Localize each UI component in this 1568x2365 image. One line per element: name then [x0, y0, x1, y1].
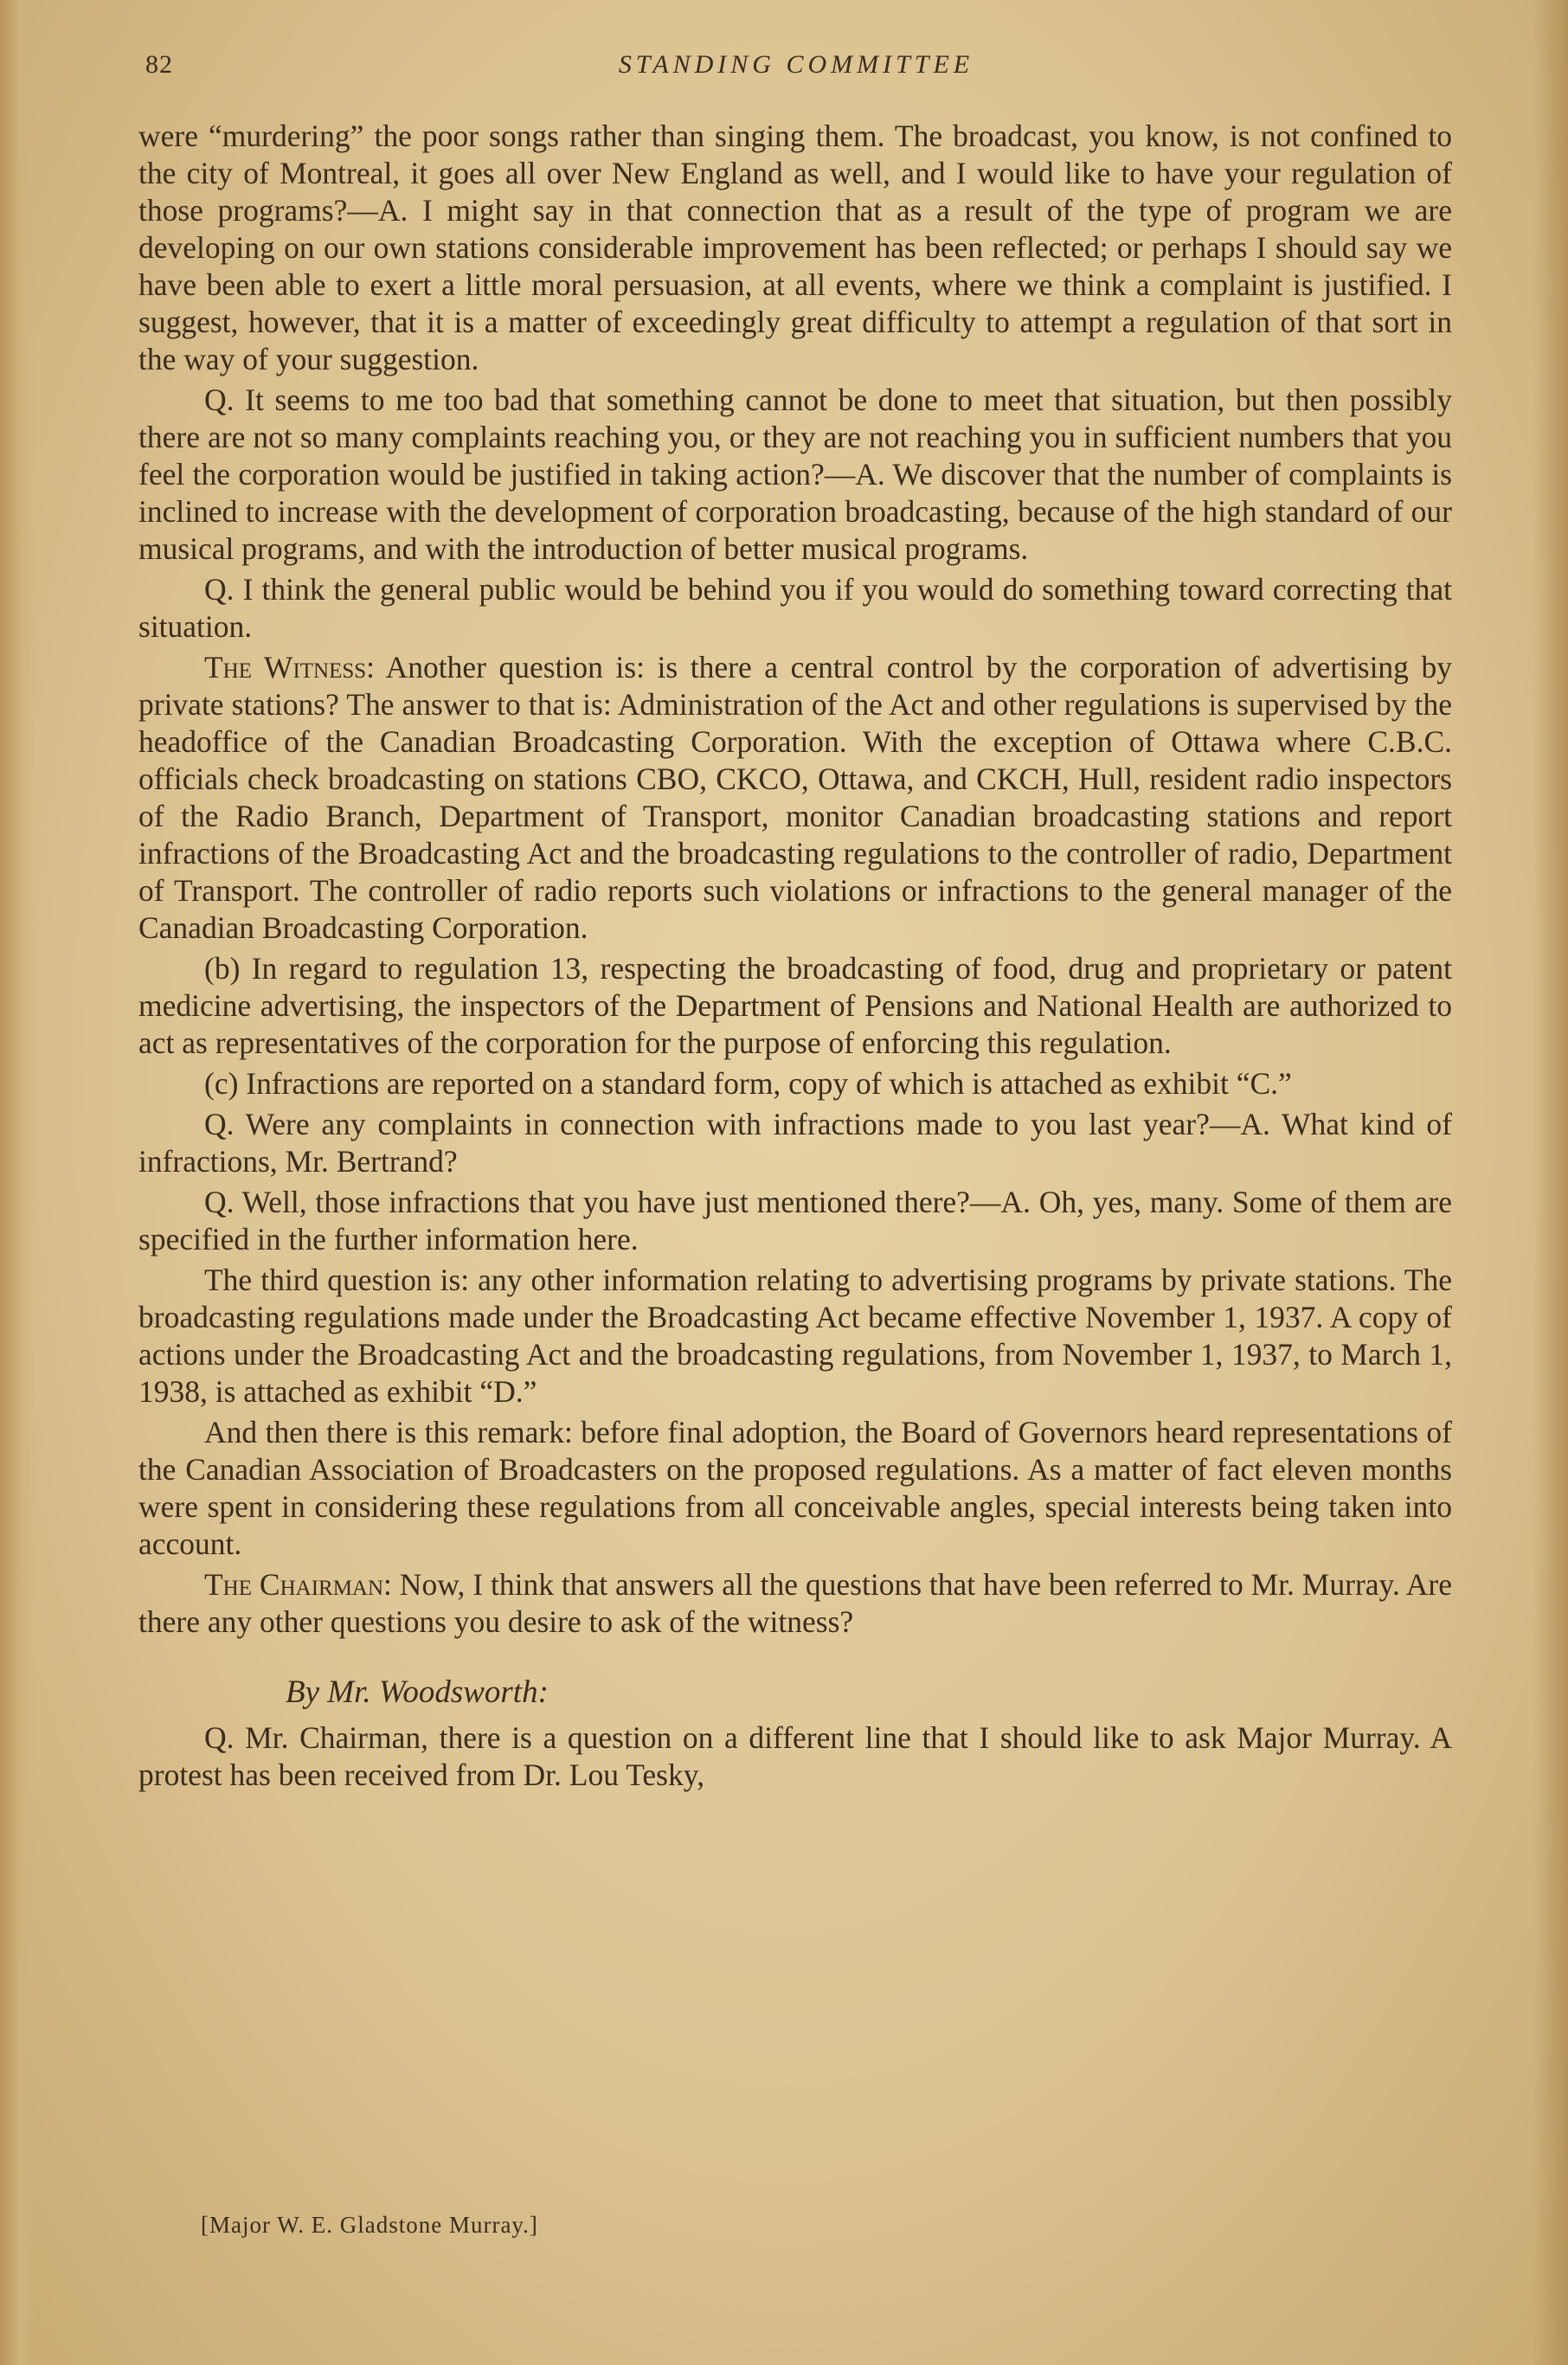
speaker-name: The Chairman	[204, 1567, 384, 1602]
paragraph-final: Q. Mr. Chairman, there is a question on a different line that I should like to ask Major Murray. A protest has been received from Dr. Lou Tesky,	[138, 1720, 1452, 1792]
paragraph-continued: were “murdering” the poor songs rather than singing them. The broadcast, you know, is not confined to the city of Montreal, it goes all over New England as well, and I would like to have your regulation of those programs?—A. I might say in that connection that as a result of the type of program we are developing on our own stations considerable improvement has been reflected; or perhaps I should say we have been able to exert a little moral persuasion, at all events, where we think a complaint is justified. I suggest, however, that it is a matter of exceedingly great difficulty to attempt a regulation of that sort in the way of your suggestion.	[138, 119, 1452, 376]
paragraph-chairman	[138, 1566, 1452, 1641]
speaker-text: : Now, I think that answers all the questions that have been referred to Mr. Murray. Are there any other questions you desire to ask of the witness?	[138, 1567, 1452, 1639]
speaker-name: The Witness	[204, 650, 367, 684]
page-body	[138, 118, 1452, 1797]
paragraph-witness	[138, 649, 1452, 947]
page-number: 82	[145, 50, 173, 79]
speaker-text: : Another question is: is there a central control by the corporation of advertising by private stations? The answer to that is: Administration of the Act and other regulations is supervised by the headoffice of the Canadian Broadcasting Corporation. With the exception of Ottawa where C.B.C. officials check broadcasting on stations CBO, CKCO, Ottawa, and CKCH, Hull, resident radio inspectors of the Radio Branch, Department of Transport, monitor Canadian broadcasting stations and report infractions of the Broadcasting Act and the broadcasting regulations to the controller of radio, Department of Transport. The controller of radio reports such violations or infractions to the general manager of the Canadian Broadcasting Corporation.	[138, 650, 1452, 945]
paragraph-remark: And then there is this remark: before final adoption, the Board of Governors heard representations of the Canadian Association of Broadcasters on the proposed regulations. As a matter of fact eleven months were spent in considering these regulations from all conceivable angles, special interests being taken into account.	[138, 1415, 1452, 1561]
paragraph-item-c: (c) Infractions are reported on a standard form, copy of which is attached as exhibit “C.”	[204, 1066, 1292, 1101]
byline: By Mr. Woodsworth:	[286, 1674, 549, 1710]
page-footer: [Major W. E. Gladstone Murray.]	[201, 2212, 538, 2238]
paragraph-item-b: (b) In regard to regulation 13, respecting the broadcasting of food, drug and proprietary or patent medicine advertising, the inspectors of the Department of Pensions and National Health are authorized to act as representatives of the corporation for the purpose of enforcing this regulation.	[138, 951, 1452, 1060]
paragraph-question: Q. I think the general public would be behind you if you would do something toward correcting that situation.	[138, 572, 1452, 644]
paragraph-third-question: The third question is: any other information relating to advertising programs by private stations. The broadcasting regulations made under the Broadcasting Act became effective November 1, 1937. A copy of actions under the Broadcasting Act and the broadcasting regulations, from November 1, 1937, to March 1, 1938, is attached as exhibit “D.”	[138, 1263, 1452, 1409]
paragraph-question: Q. Well, those infractions that you have just mentioned there?—A. Oh, yes, many. Some of them are specified in the further information here.	[138, 1185, 1452, 1256]
paragraph-question: Q. Were any complaints in connection with infractions made to you last year?—A. What kind of infractions, Mr. Bertrand?	[138, 1107, 1452, 1179]
paragraph-question: Q. It seems to me too bad that something cannot be done to meet that situation, but then possibly there are not so many complaints reaching you, or they are not reaching you in sufficient numbers that you feel the corporation would be justified in taking action?—A. We discover that the number of complaints is inclined to increase with the development of corporation broadcasting, because of the high standard of our musical programs, and with the introduction of better musical programs.	[138, 382, 1452, 566]
page-spine-shadow	[0, 0, 35, 2365]
page-header	[138, 45, 1454, 97]
running-head: STANDING COMMITTEE	[618, 50, 974, 79]
page-edge-shadow	[1533, 0, 1568, 2365]
